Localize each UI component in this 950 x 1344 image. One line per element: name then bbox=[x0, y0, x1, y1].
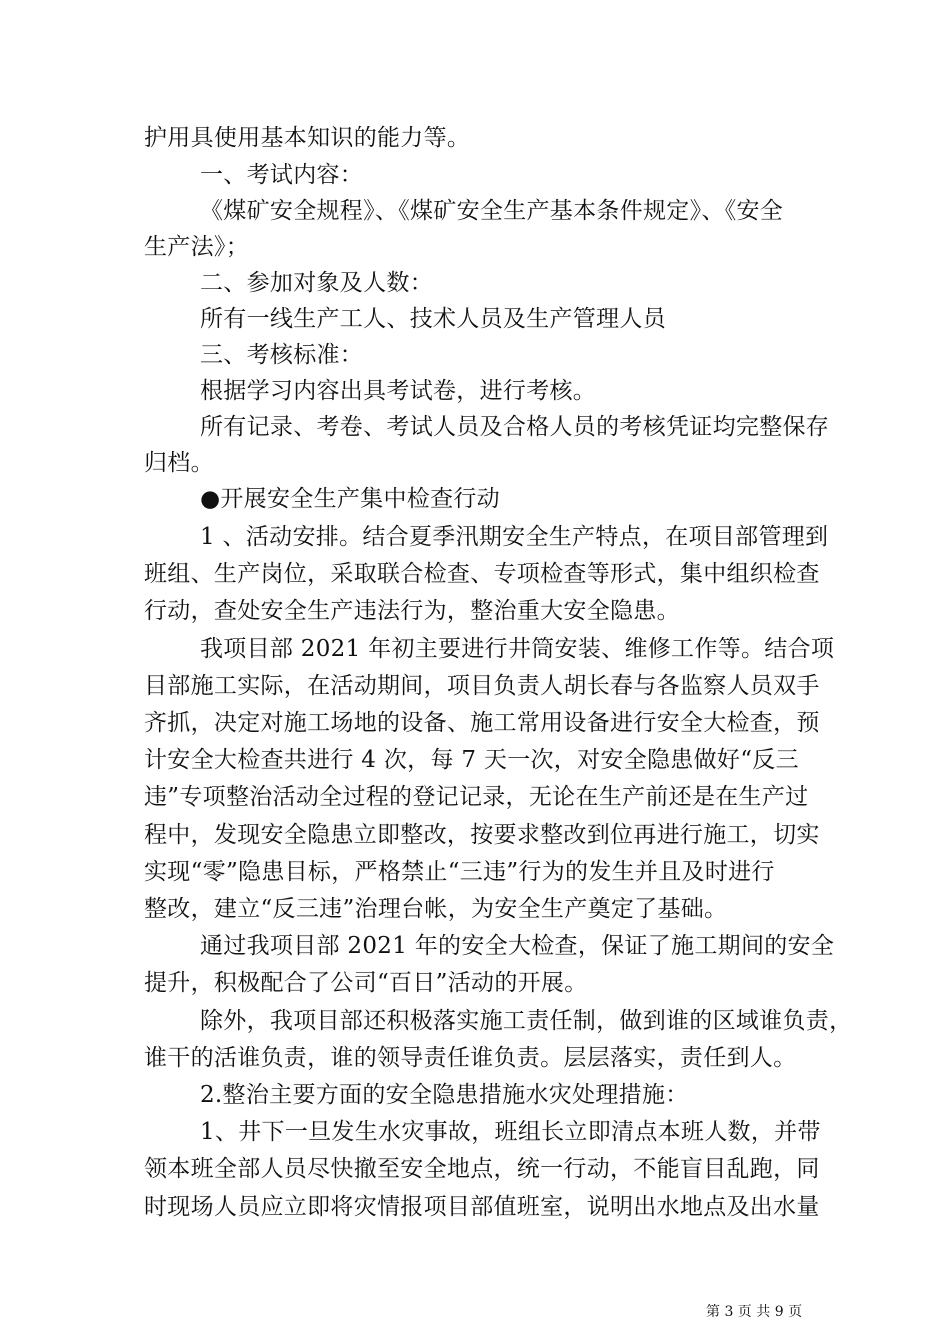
text-line: 除外，我项目部还积极落实施工责任制，做到谁的区域谁负责， bbox=[200, 1008, 853, 1034]
text-line: 目部施工实际，在活动期间，项目负责人胡长春与各监察人员双手 bbox=[144, 673, 820, 699]
bullet-heading: ●开展安全生产集中检查行动 bbox=[200, 486, 500, 512]
text-line: 实现“零”隐患目标，严格禁止“三违”行为的发生并且及时进行 bbox=[144, 859, 775, 885]
text-line: 程中，发现安全隐患立即整改，按要求整改到位再进行施工，切实 bbox=[144, 822, 820, 848]
text-line: 计安全大检查共进行 4 次，每 7 天一次，对安全隐患做好“反三 bbox=[144, 747, 799, 773]
section-heading: 三、考核标准： bbox=[200, 342, 364, 368]
text-line: 齐抓，决定对施工场地的设备、施工常用设备进行安全大检查，预 bbox=[144, 710, 820, 736]
text-line: 归档。 bbox=[144, 450, 214, 476]
text-line: 谁干的活谁负责，谁的领导责任谁负责。层层落实，责任到人。 bbox=[144, 1045, 797, 1071]
text-line: 班组、生产岗位，采取联合检查、专项检查等形式，集中组织检查 bbox=[144, 561, 820, 587]
text-line: 根据学习内容出具考试卷，进行考核。 bbox=[200, 378, 597, 404]
text-line: 时现场人员应立即将灾情报项目部值班室，说明出水地点及出水量 bbox=[144, 1194, 820, 1220]
text-line: 整改，建立“反三违”治理台帐，为安全生产奠定了基础。 bbox=[144, 896, 728, 922]
text-line: 所有一线生产工人、技术人员及生产管理人员 bbox=[200, 306, 666, 332]
text-line: 领本班全部人员尽快撤至安全地点，统一行动，不能盲目乱跑，同 bbox=[144, 1156, 820, 1182]
text-line: 1 、活动安排。结合夏季汛期安全生产特点，在项目部管理到 bbox=[200, 524, 829, 550]
text-line: 我项目部 2021 年初主要进行井筒安装、维修工作等。结合项 bbox=[200, 636, 835, 662]
text-line: 1、井下一旦发生水灾事故，班组长立即清点本班人数，并带 bbox=[200, 1119, 821, 1145]
text-line: 所有记录、考卷、考试人员及合格人员的考核凭证均完整保存 bbox=[200, 414, 830, 440]
text-line: 违”专项整治活动全过程的登记记录，无论在生产前还是在生产过 bbox=[144, 784, 809, 810]
text-line: 行动，查处安全生产违法行为，整治重大安全隐患。 bbox=[144, 598, 680, 624]
section-heading: 一、考试内容： bbox=[200, 162, 364, 188]
text-line: 提升，积极配合了公司“百日”活动的开展。 bbox=[144, 970, 588, 996]
text-line: 生产法》； bbox=[144, 234, 249, 260]
text-line: 通过我项目部 2021 年的安全大检查，保证了施工期间的安全 bbox=[200, 933, 835, 959]
section-heading: 二、参加对象及人数： bbox=[200, 270, 433, 296]
text-line: 《煤矿安全规程》、《煤矿安全生产基本条件规定》、《安全 bbox=[200, 198, 784, 224]
page-number: 第 3 页 共 9 页 bbox=[706, 1304, 803, 1320]
section-heading: 2.整治主要方面的安全隐患措施水灾处理措施： bbox=[200, 1082, 689, 1108]
text-line: 护用具使用基本知识的能力等。 bbox=[144, 125, 471, 151]
